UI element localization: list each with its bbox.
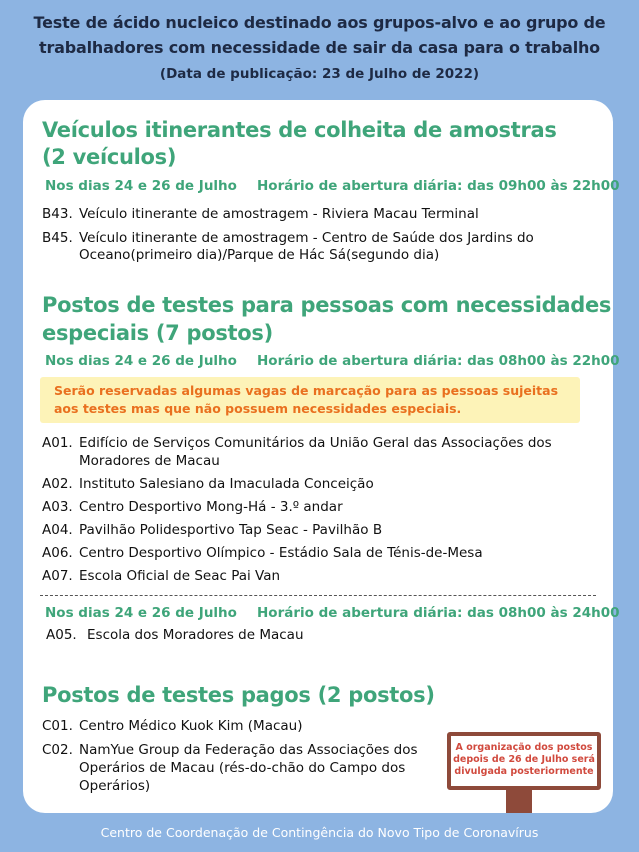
list-item [42,228,592,268]
header-title-line-2: trabalhadores com necessidade de sair da casa para o trabalho [39,38,600,57]
item-code: C02. [42,742,73,758]
item-code: C01. [42,718,73,734]
item-code: B43. [42,206,73,222]
publication-date: (Data de publicação: 23 de Julho de 2022) [159,66,480,82]
item-text: Veículo itinerante de amostragem - Centro de Saúde dos Jardins do [79,230,534,246]
header-title-line-1: Teste de ácido nucleico destinado aos grupos-alvo e ao grupo de [33,13,606,32]
sign-post [506,790,532,813]
item-text: NamYue Group da Federação das Associações dos [79,742,418,758]
item-text: Escola dos Moradores de Macau [87,627,304,643]
vehicles-hours: Horário de abertura diária: das 09h00 às 22h00 [257,178,620,194]
announcement-sign [447,732,601,790]
list-item [42,474,592,494]
list-item [42,433,592,473]
item-text: Centro Desportivo Olímpico - Estádio Sala de Ténis-de-Mesa [79,545,483,561]
list-item [42,497,592,517]
item-text: Centro Médico Kuok Kim (Macau) [79,718,303,734]
special-hours: Horário de abertura diária: das 08h00 às 22h00 [257,353,620,369]
list-item [46,625,586,645]
item-text: Oceano(primeiro dia)/Parque de Hác Sá(segundo dia) [79,247,440,263]
special-days-2: Nos dias 24 e 26 de Julho [45,605,237,621]
item-code: A06. [42,545,73,561]
special-days: Nos dias 24 e 26 de Julho [45,353,237,369]
list-item [42,740,442,800]
special-title-line-1: Postos de testes para pessoas com necessidades [42,293,612,317]
special-hours-2: Horário de abertura diária: das 08h00 às 24h00 [257,605,620,621]
item-text: Moradores de Macau [79,453,220,469]
item-code: A05. [46,627,77,643]
item-code: A02. [42,476,73,492]
reservation-notice [40,377,580,423]
item-text: Operários de Macau (rés-do-chão do Campo dos [79,760,406,776]
list-item [42,204,592,224]
special-title-line-2: especiais (7 postos) [42,321,273,345]
item-code: A01. [42,435,73,451]
dashed-divider [40,595,596,596]
list-item [42,520,592,540]
list-item [42,566,592,586]
paid-title: Postos de testes pagos (2 postos) [42,683,435,707]
item-code: B45. [42,230,73,246]
vehicles-title-line-2: (2 veículos) [42,145,177,169]
list-item [42,543,592,563]
sign-line-1: A organização dos postos [455,742,593,753]
item-text: Instituto Salesiano da Imaculada Conceição [79,476,374,492]
vehicles-title-line-1: Veículos itinerantes de colheita de amostras [42,118,557,142]
item-code: A04. [42,522,73,538]
content-card [23,100,620,813]
notice-line-1: Serão reservadas algumas vagas de marcação para as pessoas sujeitas [54,383,559,398]
list-item [42,716,442,736]
item-text: Veículo itinerante de amostragem - Riviera Macau Terminal [79,206,479,222]
item-text: Escola Oficial de Seac Pai Van [79,568,281,584]
notice-line-2: aos testes mas que não possuem necessidades especiais. [54,401,462,416]
footer-organization: Centro de Coordenação de Contingência do Novo Tipo de Coronavírus [100,825,539,840]
item-text: Operários) [79,778,151,794]
item-text: Centro Desportivo Mong-Há - 3.º andar [79,499,343,515]
sign-line-3: divulgada posteriormente [454,766,594,777]
item-code: A07. [42,568,73,584]
sign-line-2: depois de 26 de Julho será [453,754,595,765]
item-text: Pavilhão Polidesportivo Tap Seac - Pavilhão B [79,522,383,538]
item-text: Edifício de Serviços Comunitários da União Geral das Associações dos [79,435,552,451]
item-code: A03. [42,499,73,515]
vehicles-days: Nos dias 24 e 26 de Julho [45,178,237,194]
